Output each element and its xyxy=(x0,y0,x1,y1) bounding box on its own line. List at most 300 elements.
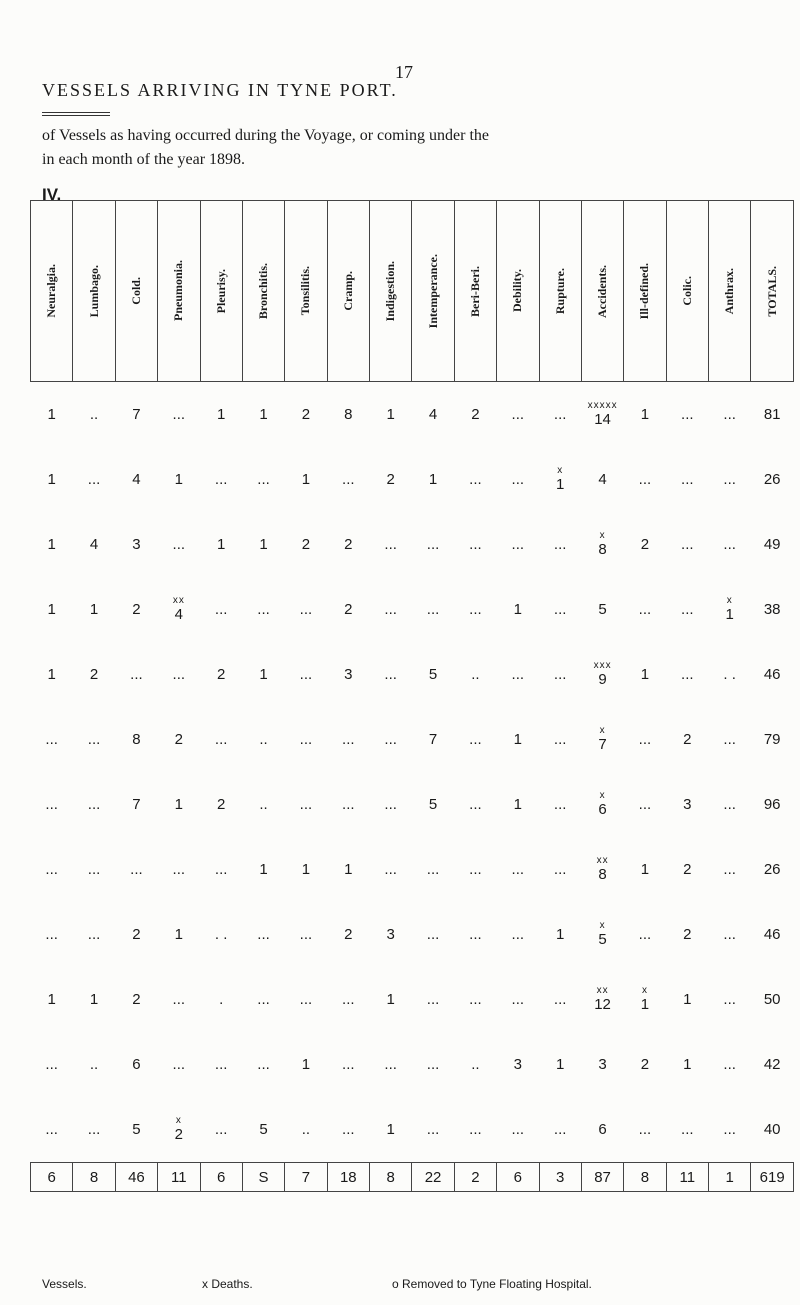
cell-value: 1 xyxy=(683,990,692,1008)
table-cell xyxy=(666,902,708,967)
table-cell xyxy=(73,837,115,902)
table-cell xyxy=(242,512,284,577)
cell-value: 2 xyxy=(640,1055,650,1073)
table-cell xyxy=(115,837,157,902)
table-cell xyxy=(497,577,539,642)
table-cell xyxy=(497,837,539,902)
table-cell xyxy=(709,1032,751,1097)
table-cell xyxy=(158,902,200,967)
table-cell xyxy=(158,707,200,772)
table-cell xyxy=(666,772,708,837)
cell-value: 1 xyxy=(725,605,734,623)
column-header xyxy=(31,201,73,382)
cell-value: ... xyxy=(45,795,58,813)
table-cell xyxy=(454,1097,496,1163)
table-cell xyxy=(666,967,708,1032)
cell-value: ... xyxy=(723,470,736,488)
table-cell xyxy=(539,772,581,837)
cell-value: ... xyxy=(553,795,567,813)
column-header-label: Pneumonia. xyxy=(171,260,186,322)
table-cell xyxy=(539,1097,581,1163)
table-cell xyxy=(454,772,496,837)
cell-value: ... xyxy=(299,665,313,683)
total-cell: 22 xyxy=(412,1163,454,1192)
cell-value: 1 xyxy=(640,995,650,1013)
table-cell xyxy=(497,967,539,1032)
cell-value: ... xyxy=(723,795,736,813)
table-row xyxy=(31,707,794,772)
cell-value: ... xyxy=(214,1055,228,1073)
cell-value: 6 xyxy=(598,800,607,818)
table-cell xyxy=(581,642,623,707)
table-cell xyxy=(200,1032,242,1097)
column-header-label: Cramp. xyxy=(340,271,355,311)
table-cell xyxy=(709,512,751,577)
table-cell xyxy=(412,382,454,448)
cell-value: ... xyxy=(553,990,567,1008)
cell-value: ... xyxy=(87,795,101,813)
cell-value: 5 xyxy=(428,795,438,813)
table-cell xyxy=(285,1032,327,1097)
cell-value: 1 xyxy=(47,535,56,553)
cell-value: 3 xyxy=(344,665,353,683)
table-cell xyxy=(285,512,327,577)
total-cell: 8 xyxy=(73,1163,115,1192)
cell-value: 3 xyxy=(132,535,141,553)
table-cell xyxy=(709,902,751,967)
cell-value: 4 xyxy=(428,405,438,423)
cell-value: . . xyxy=(723,665,736,683)
table-cell xyxy=(624,967,666,1032)
cell-value: 2 xyxy=(132,990,141,1008)
table-cell xyxy=(73,707,115,772)
cell-value: 1 xyxy=(89,600,99,618)
cell-value: ... xyxy=(384,665,397,683)
table-cell xyxy=(412,772,454,837)
table-cell xyxy=(370,837,412,902)
table-cell xyxy=(751,642,794,707)
table-cell xyxy=(73,1032,115,1097)
column-header xyxy=(370,201,412,382)
table-cell xyxy=(242,382,284,448)
cell-value: 1 xyxy=(301,1055,311,1073)
table-cell xyxy=(73,382,115,448)
cell-value: ... xyxy=(214,470,228,488)
cell-value: ... xyxy=(45,1120,58,1138)
cell-value: 1 xyxy=(89,990,99,1008)
cell-value: 2 xyxy=(301,405,311,423)
table-cell xyxy=(327,447,369,512)
cell-value: ... xyxy=(384,730,397,748)
cell-value: ... xyxy=(511,990,525,1008)
column-header xyxy=(539,201,581,382)
table-cell xyxy=(581,512,623,577)
cell-value: ... xyxy=(553,1120,567,1138)
table-cell xyxy=(327,837,369,902)
table-cell xyxy=(624,382,666,448)
cell-value: 5 xyxy=(259,1120,268,1138)
cell-value: 8 xyxy=(132,730,141,748)
cell-value: 3 xyxy=(386,925,395,943)
table-cell xyxy=(73,1097,115,1163)
cell-value: ... xyxy=(45,860,58,878)
column-header xyxy=(624,201,666,382)
table-cell xyxy=(666,447,708,512)
cell-value: ... xyxy=(426,535,440,553)
cell-value: 1 xyxy=(386,405,395,423)
table-cell xyxy=(751,772,794,837)
table-cell xyxy=(581,707,623,772)
cell-value: 5 xyxy=(428,665,438,683)
page-number: 17 xyxy=(395,62,413,82)
table-cell xyxy=(370,902,412,967)
cell-value: 1 xyxy=(556,1055,565,1073)
cell-value: 8 xyxy=(598,865,607,883)
table-cell xyxy=(73,772,115,837)
total-cell: 1 xyxy=(709,1163,751,1192)
table-cell xyxy=(751,1032,794,1097)
cell-value: ... xyxy=(87,470,101,488)
table-cell xyxy=(285,707,327,772)
cell-value: ... xyxy=(638,470,652,488)
table-cell xyxy=(115,577,157,642)
table-cell xyxy=(454,902,496,967)
table-cell xyxy=(242,1097,284,1163)
table-cell xyxy=(751,837,794,902)
cell-value: ... xyxy=(469,470,482,488)
table-cell xyxy=(751,902,794,967)
table-cell xyxy=(751,382,794,448)
cell-value: ... xyxy=(511,1120,525,1138)
heading-rule xyxy=(42,112,110,116)
table-cell xyxy=(327,382,369,448)
table-row xyxy=(31,577,794,642)
cell-value: 9 xyxy=(598,670,607,688)
table-cell xyxy=(666,1097,708,1163)
table-cell xyxy=(709,772,751,837)
table-cell xyxy=(31,967,73,1032)
cell-value: ... xyxy=(299,925,313,943)
cell-value: ... xyxy=(426,1120,440,1138)
cell-value: 4 xyxy=(598,470,607,488)
column-header-label: Tonsilitis. xyxy=(298,266,313,316)
table-cell xyxy=(285,1097,327,1163)
cell-value: 3 xyxy=(513,1055,522,1073)
cell-value: 14 xyxy=(594,410,611,428)
cell-value: ... xyxy=(45,730,58,748)
cell-value: ... xyxy=(384,860,397,878)
column-header xyxy=(709,201,751,382)
table-cell xyxy=(242,577,284,642)
cell-value: 2 xyxy=(344,925,353,943)
table-cell xyxy=(581,1097,623,1163)
cell-value: 1 xyxy=(174,470,183,488)
cell-value: ... xyxy=(723,925,736,943)
table-cell xyxy=(624,1097,666,1163)
total-cell: 8 xyxy=(370,1163,412,1192)
cell-value: 46 xyxy=(763,665,781,683)
cell-value: 3 xyxy=(683,795,692,813)
table-row xyxy=(31,447,794,512)
cell-value: 40 xyxy=(763,1120,781,1138)
table-cell xyxy=(73,967,115,1032)
table-row xyxy=(31,512,794,577)
cell-value: ... xyxy=(257,470,270,488)
table-cell xyxy=(497,512,539,577)
death-mark: xx xyxy=(172,594,185,606)
table-cell xyxy=(242,967,284,1032)
table-cell xyxy=(412,707,454,772)
table-cell xyxy=(115,447,157,512)
total-cell: 11 xyxy=(158,1163,200,1192)
cell-value: .. xyxy=(471,665,480,683)
table-cell xyxy=(454,512,496,577)
cell-value: 2 xyxy=(174,730,183,748)
cell-value: 4 xyxy=(174,605,183,623)
table-cell xyxy=(454,707,496,772)
cell-value: 2 xyxy=(301,535,311,553)
column-header-label: Cold. xyxy=(128,277,143,305)
table-cell xyxy=(539,642,581,707)
table-cell xyxy=(454,382,496,448)
table-cell xyxy=(31,577,73,642)
table-cell xyxy=(624,512,666,577)
cell-value: ... xyxy=(172,665,186,683)
cell-value: ... xyxy=(214,730,228,748)
cell-value: ... xyxy=(511,535,525,553)
table-row xyxy=(31,967,794,1032)
table-cell xyxy=(751,1097,794,1163)
cell-value: . xyxy=(219,990,224,1008)
table-cell xyxy=(200,382,242,448)
table-cell xyxy=(709,707,751,772)
cell-value: ... xyxy=(342,990,355,1008)
table-cell xyxy=(497,707,539,772)
table-cell xyxy=(751,447,794,512)
cell-value: 7 xyxy=(132,405,141,423)
cell-value: ... xyxy=(384,795,397,813)
table-row xyxy=(31,642,794,707)
table-cell xyxy=(115,707,157,772)
footer-deaths-legend: x Deaths. xyxy=(202,1277,253,1291)
cell-value: 2 xyxy=(386,470,395,488)
cell-value: ... xyxy=(638,730,652,748)
table-cell xyxy=(539,707,581,772)
table-cell xyxy=(709,447,751,512)
table-cell xyxy=(412,642,454,707)
column-header xyxy=(454,201,496,382)
table-cell xyxy=(751,577,794,642)
table-cell xyxy=(327,707,369,772)
death-mark: xxxxx xyxy=(587,399,618,411)
cell-value: 1 xyxy=(513,730,522,748)
table-row xyxy=(31,1097,794,1163)
cell-value: ... xyxy=(469,730,482,748)
table-cell xyxy=(242,772,284,837)
cell-value: 2 xyxy=(640,535,650,553)
table-cell xyxy=(539,967,581,1032)
table-cell xyxy=(115,902,157,967)
death-mark: x xyxy=(599,724,606,736)
cell-value: 2 xyxy=(344,600,353,618)
table-cell xyxy=(666,707,708,772)
column-header-label: Colic. xyxy=(679,276,694,306)
death-mark: x xyxy=(175,1114,182,1126)
table-cell xyxy=(285,902,327,967)
table-cell xyxy=(581,1032,623,1097)
cell-value: ... xyxy=(342,730,355,748)
cell-value: 7 xyxy=(598,735,607,753)
table-cell xyxy=(200,642,242,707)
cell-value: ... xyxy=(257,1055,270,1073)
table-cell xyxy=(31,707,73,772)
cell-value: ... xyxy=(130,665,143,683)
column-header xyxy=(581,201,623,382)
cell-value: ... xyxy=(723,535,736,553)
cell-value: 2 xyxy=(683,925,692,943)
column-header-label: Ill-defined. xyxy=(637,262,652,320)
table-cell xyxy=(285,967,327,1032)
column-header xyxy=(158,201,200,382)
cell-value: ... xyxy=(214,600,228,618)
cell-value: 1 xyxy=(556,475,565,493)
cell-value: 1 xyxy=(47,665,56,683)
table-cell xyxy=(412,837,454,902)
table-cell xyxy=(31,1097,73,1163)
table-cell xyxy=(115,382,157,448)
cell-value: 5 xyxy=(132,1120,141,1138)
cell-value: 4 xyxy=(132,470,141,488)
table-cell xyxy=(539,902,581,967)
cell-value: 2 xyxy=(683,860,692,878)
cell-value: 1 xyxy=(683,1055,692,1073)
cell-value: 2 xyxy=(471,405,480,423)
cell-value: ... xyxy=(511,470,525,488)
table-cell xyxy=(158,642,200,707)
table-cell xyxy=(242,642,284,707)
cell-value: ... xyxy=(257,925,270,943)
table-cell xyxy=(327,577,369,642)
cell-value: ... xyxy=(172,990,186,1008)
cell-value: ... xyxy=(469,925,482,943)
table-cell xyxy=(200,1097,242,1163)
table-cell xyxy=(158,447,200,512)
cell-value: 2 xyxy=(174,1125,183,1143)
cell-value: 1 xyxy=(47,470,56,488)
cell-value: ... xyxy=(511,405,525,423)
page-heading: VESSELS ARRIVING IN TYNE PORT. xyxy=(42,80,398,100)
cell-value: 6 xyxy=(132,1055,141,1073)
cell-value: .. xyxy=(259,795,268,813)
cell-value: 1 xyxy=(386,990,395,1008)
table-cell xyxy=(31,837,73,902)
table-cell xyxy=(412,1032,454,1097)
cell-value: 1 xyxy=(513,600,522,618)
total-cell: 6 xyxy=(31,1163,73,1192)
table-cell xyxy=(200,577,242,642)
table-body xyxy=(31,382,794,1192)
table-cell xyxy=(370,642,412,707)
table-cell xyxy=(370,1032,412,1097)
table-cell xyxy=(327,642,369,707)
subtitle-line-2: in each month of the year 1898. xyxy=(42,151,246,168)
table-cell xyxy=(115,642,157,707)
death-mark: xx xyxy=(596,854,609,866)
cell-value: 3 xyxy=(598,1055,607,1073)
table-cell xyxy=(31,512,73,577)
table-cell xyxy=(709,577,751,642)
cell-value: ... xyxy=(172,405,186,423)
column-header-label: TOTALS. xyxy=(764,265,779,317)
table-cell xyxy=(158,512,200,577)
cell-value: ... xyxy=(553,600,567,618)
table-cell xyxy=(31,382,73,448)
cell-value: ... xyxy=(299,990,313,1008)
table-cell xyxy=(751,707,794,772)
cell-value: ... xyxy=(342,795,355,813)
table-cell xyxy=(497,772,539,837)
death-mark: xx xyxy=(596,984,609,996)
cell-value: 2 xyxy=(344,535,353,553)
table-cell xyxy=(327,512,369,577)
cell-value: 2 xyxy=(89,665,99,683)
table-cell xyxy=(581,967,623,1032)
table-cell xyxy=(327,967,369,1032)
cell-value: ... xyxy=(681,535,694,553)
table-cell xyxy=(624,772,666,837)
column-header-label: Intemperance. xyxy=(425,253,440,329)
cell-value: ... xyxy=(681,665,694,683)
table-cell xyxy=(539,512,581,577)
cell-value: ... xyxy=(553,665,567,683)
table-cell xyxy=(497,447,539,512)
table-cell xyxy=(666,577,708,642)
table-cell xyxy=(666,837,708,902)
table-cell xyxy=(200,772,242,837)
table-cell xyxy=(454,577,496,642)
table-cell xyxy=(242,1032,284,1097)
cell-value: .. xyxy=(89,1055,99,1073)
total-cell: 11 xyxy=(666,1163,708,1192)
table-cell xyxy=(242,902,284,967)
total-cell: 46 xyxy=(115,1163,157,1192)
cell-value: ... xyxy=(426,925,440,943)
cell-value: ... xyxy=(426,990,440,1008)
cell-value: ... xyxy=(681,600,694,618)
cell-value: 1 xyxy=(217,405,226,423)
column-header-label: Lumbago. xyxy=(86,264,101,318)
table-cell xyxy=(666,512,708,577)
cell-value: 8 xyxy=(598,540,607,558)
table-cell xyxy=(370,707,412,772)
cell-value: ... xyxy=(214,860,228,878)
table-cell xyxy=(624,447,666,512)
cell-value: 2 xyxy=(217,665,226,683)
table-cell xyxy=(73,642,115,707)
cell-value: ... xyxy=(87,925,101,943)
table-cell xyxy=(285,447,327,512)
table-cell xyxy=(370,577,412,642)
cell-value: ... xyxy=(299,730,313,748)
cell-value: ... xyxy=(553,535,567,553)
table-cell xyxy=(285,837,327,902)
total-cell: S xyxy=(242,1163,284,1192)
column-header xyxy=(285,201,327,382)
table-cell xyxy=(115,1097,157,1163)
table-cell xyxy=(31,772,73,837)
table-cell xyxy=(666,642,708,707)
table-cell xyxy=(539,382,581,448)
